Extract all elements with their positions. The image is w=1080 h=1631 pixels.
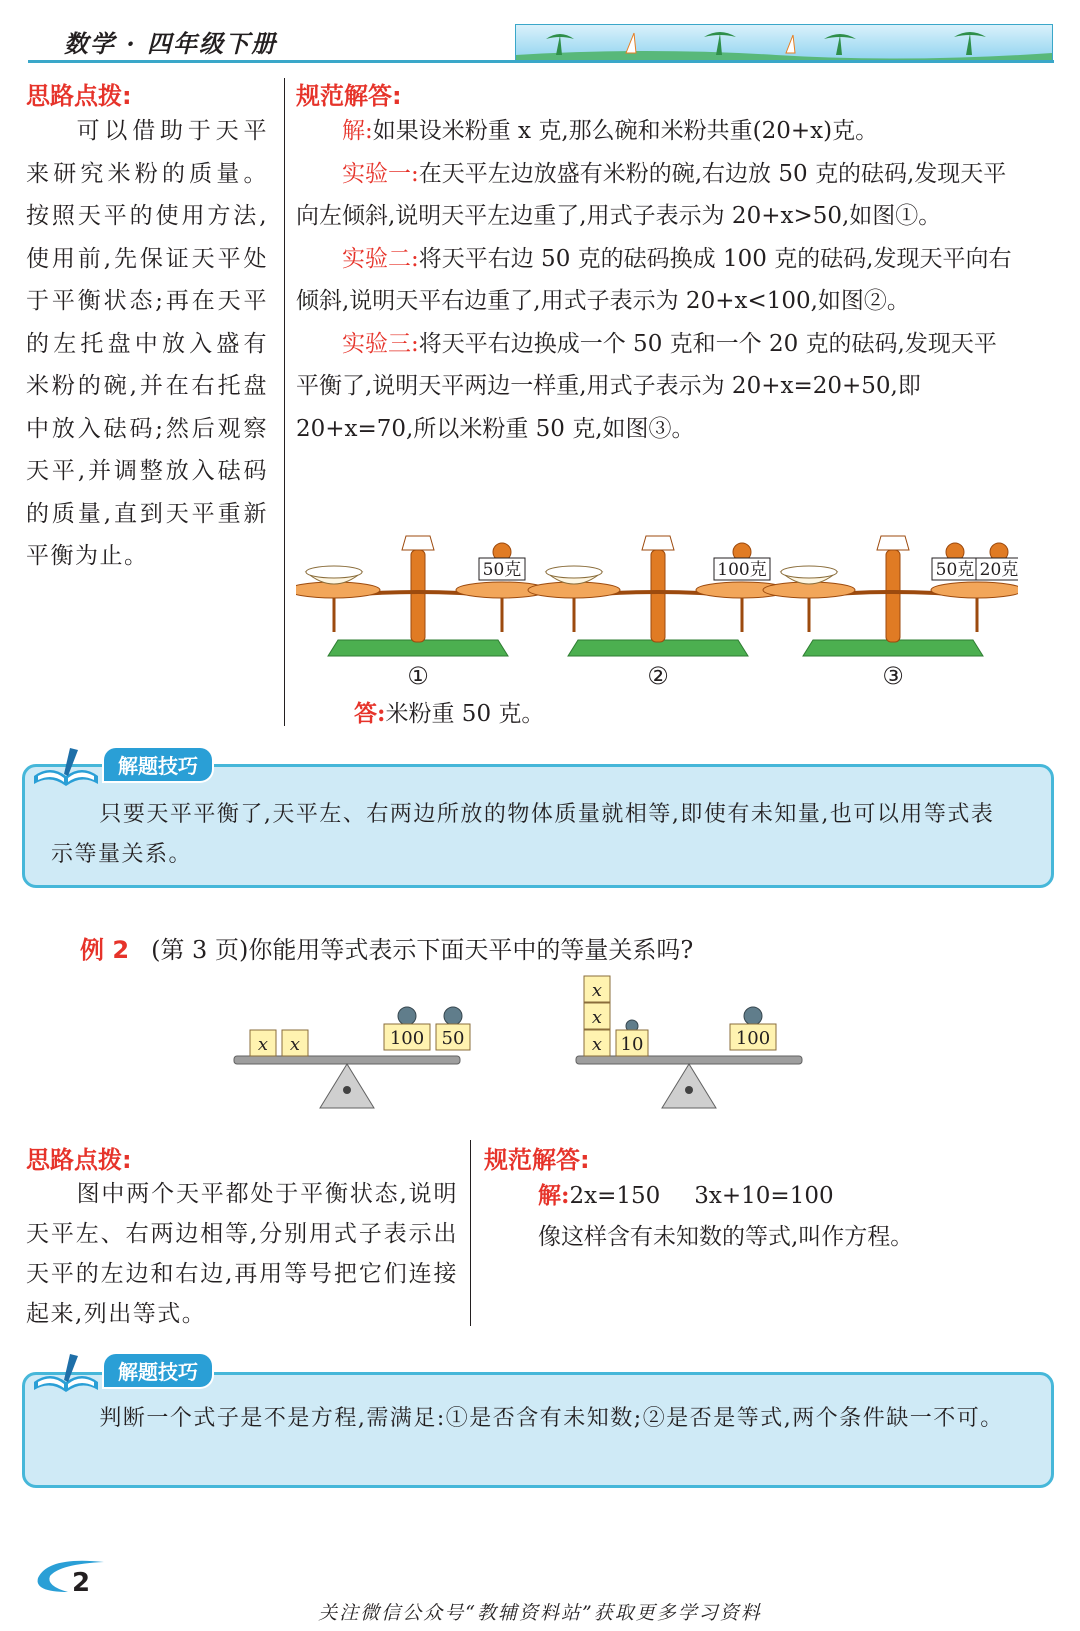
equation-definition-note: 像这样含有未知数的等式,叫作方程。 [538,1224,914,1250]
tips-box-2 [22,1372,1054,1488]
seesaw-scale [576,976,802,1108]
scale-block-label: x [591,980,603,1001]
column-divider [284,78,285,726]
seesaw-scale [234,1007,470,1108]
weight-label: 100克 [717,560,767,580]
header-rule [28,60,1054,63]
scale-block-label: x [289,1034,301,1055]
solution-block [296,110,1018,450]
weight-label: 50克 [935,560,975,580]
header-banner-illustration [515,24,1053,62]
scale-block-label: 100 [389,1028,425,1049]
answer-label-2: 规范解答: [484,1146,590,1174]
example-2-question: (第 3 页)你能用等式表示下面天平中的等量关系吗? [151,936,694,964]
tips-1-badge: 解题技巧 [104,748,212,781]
exp2-label: 实验二: [342,245,419,272]
figure-caption: ③ [882,662,904,690]
scale-block-label: 10 [620,1034,644,1055]
example-2-header [80,930,693,965]
balance-scale-figure [296,536,548,690]
balance-scale-figure [763,536,1018,690]
tips-2-badge: 解题技巧 [104,1354,212,1387]
weight-knob-icon [398,1007,416,1025]
scale-block-label: 50 [441,1028,465,1049]
weight-knob-icon [444,1007,462,1025]
scale-block-label: x [591,1007,603,1028]
final-answer-text: 米粉重 50 克。 [385,701,545,727]
solution-2-equations [538,1177,834,1210]
scale-block-label: x [257,1034,269,1055]
footer-note: 关注微信公众号“教辅资料站”获取更多学习资料 [318,1602,762,1624]
hint-text: 可以借助于天平来研究米粉的质量。按照天平的使用方法,使用前,先保证天平处于平衡状态;再在天平的左托盘中放入盛有米粉的碗,并在右托盘中放入砝码;然后观察天平,并调整放入砝码的质量,直到天平重新平衡为止。 [26,118,268,569]
exp2-text: 将天平右边 50 克的砝码换成 100 克的砝码,发现天平向右倾斜,说明天平右边重了,用式子表示为 20+x<100,如图②。 [296,245,1012,314]
tips-2-text: 判断一个式子是不是方程,需满足:①是否含有未知数;②是否是等式,两个条件缺一不可。 [99,1406,1004,1431]
balance-scale-figure [528,536,788,690]
scale-block-label: 100 [735,1028,771,1049]
equation-1: 2x=150 [569,1183,661,1209]
solution-2-label: 解: [538,1182,570,1209]
equation-2: 3x+10=100 [694,1183,834,1209]
figure-caption: ② [647,662,669,690]
page-header-title: 数学 · 四年级下册 [64,29,278,58]
example-2-scales [220,968,840,1118]
answer-label: 规范解答: [296,82,402,110]
exp1-text: 在天平左边放盛有米粉的碗,右边放 50 克的砝码,发现天平向左倾斜,说明天平左边重了,用式子表示为 20+x>50,如图①。 [296,160,1007,229]
hint-label-2: 思路点拨: [26,1146,132,1174]
final-answer [354,695,544,728]
exp3-label: 实验三: [342,330,419,357]
exp3-text: 将天平右边换成一个 50 克和一个 20 克的砝码,发现天平平衡了,说明天平两边一样重,用式子表示为 20+x=20+50,即 20+x=70,所以米粉重 50 克,如图③。 [296,330,997,442]
exp1-label: 实验一: [342,160,419,187]
page-number: 2 [72,1568,91,1598]
tips-1-text: 只要天平平衡了,天平左、右两边所放的物体质量就相等,即使有未知量,也可以用等式表示等量关系。 [51,802,995,867]
example-2-label: 例 2 [80,936,130,964]
final-answer-label: 答: [354,700,386,727]
solution-label: 解: [342,118,373,144]
page-number-swirl-icon [28,1556,108,1598]
experiment-figures [296,532,1018,692]
figure-caption: ① [407,662,429,690]
tips-box-1 [22,764,1054,888]
column-divider-2 [470,1140,471,1326]
open-book-icon [30,746,102,790]
open-book-icon [30,1352,102,1396]
hint-text-2: 图中两个天平都处于平衡状态,说明天平左、右两边相等,分别用式子表示出天平的左边和右边,再用等号把它们连接起来,列出等式。 [26,1181,458,1327]
weight-label: 50克 [482,560,522,580]
weight-knob-icon [744,1007,762,1025]
weight-label: 20克 [979,560,1018,580]
solution-text: 如果设米粉重 x 克,那么碗和米粉共重(20+x)克。 [372,118,879,144]
hint-label: 思路点拨: [26,82,132,110]
scale-block-label: x [591,1034,603,1055]
